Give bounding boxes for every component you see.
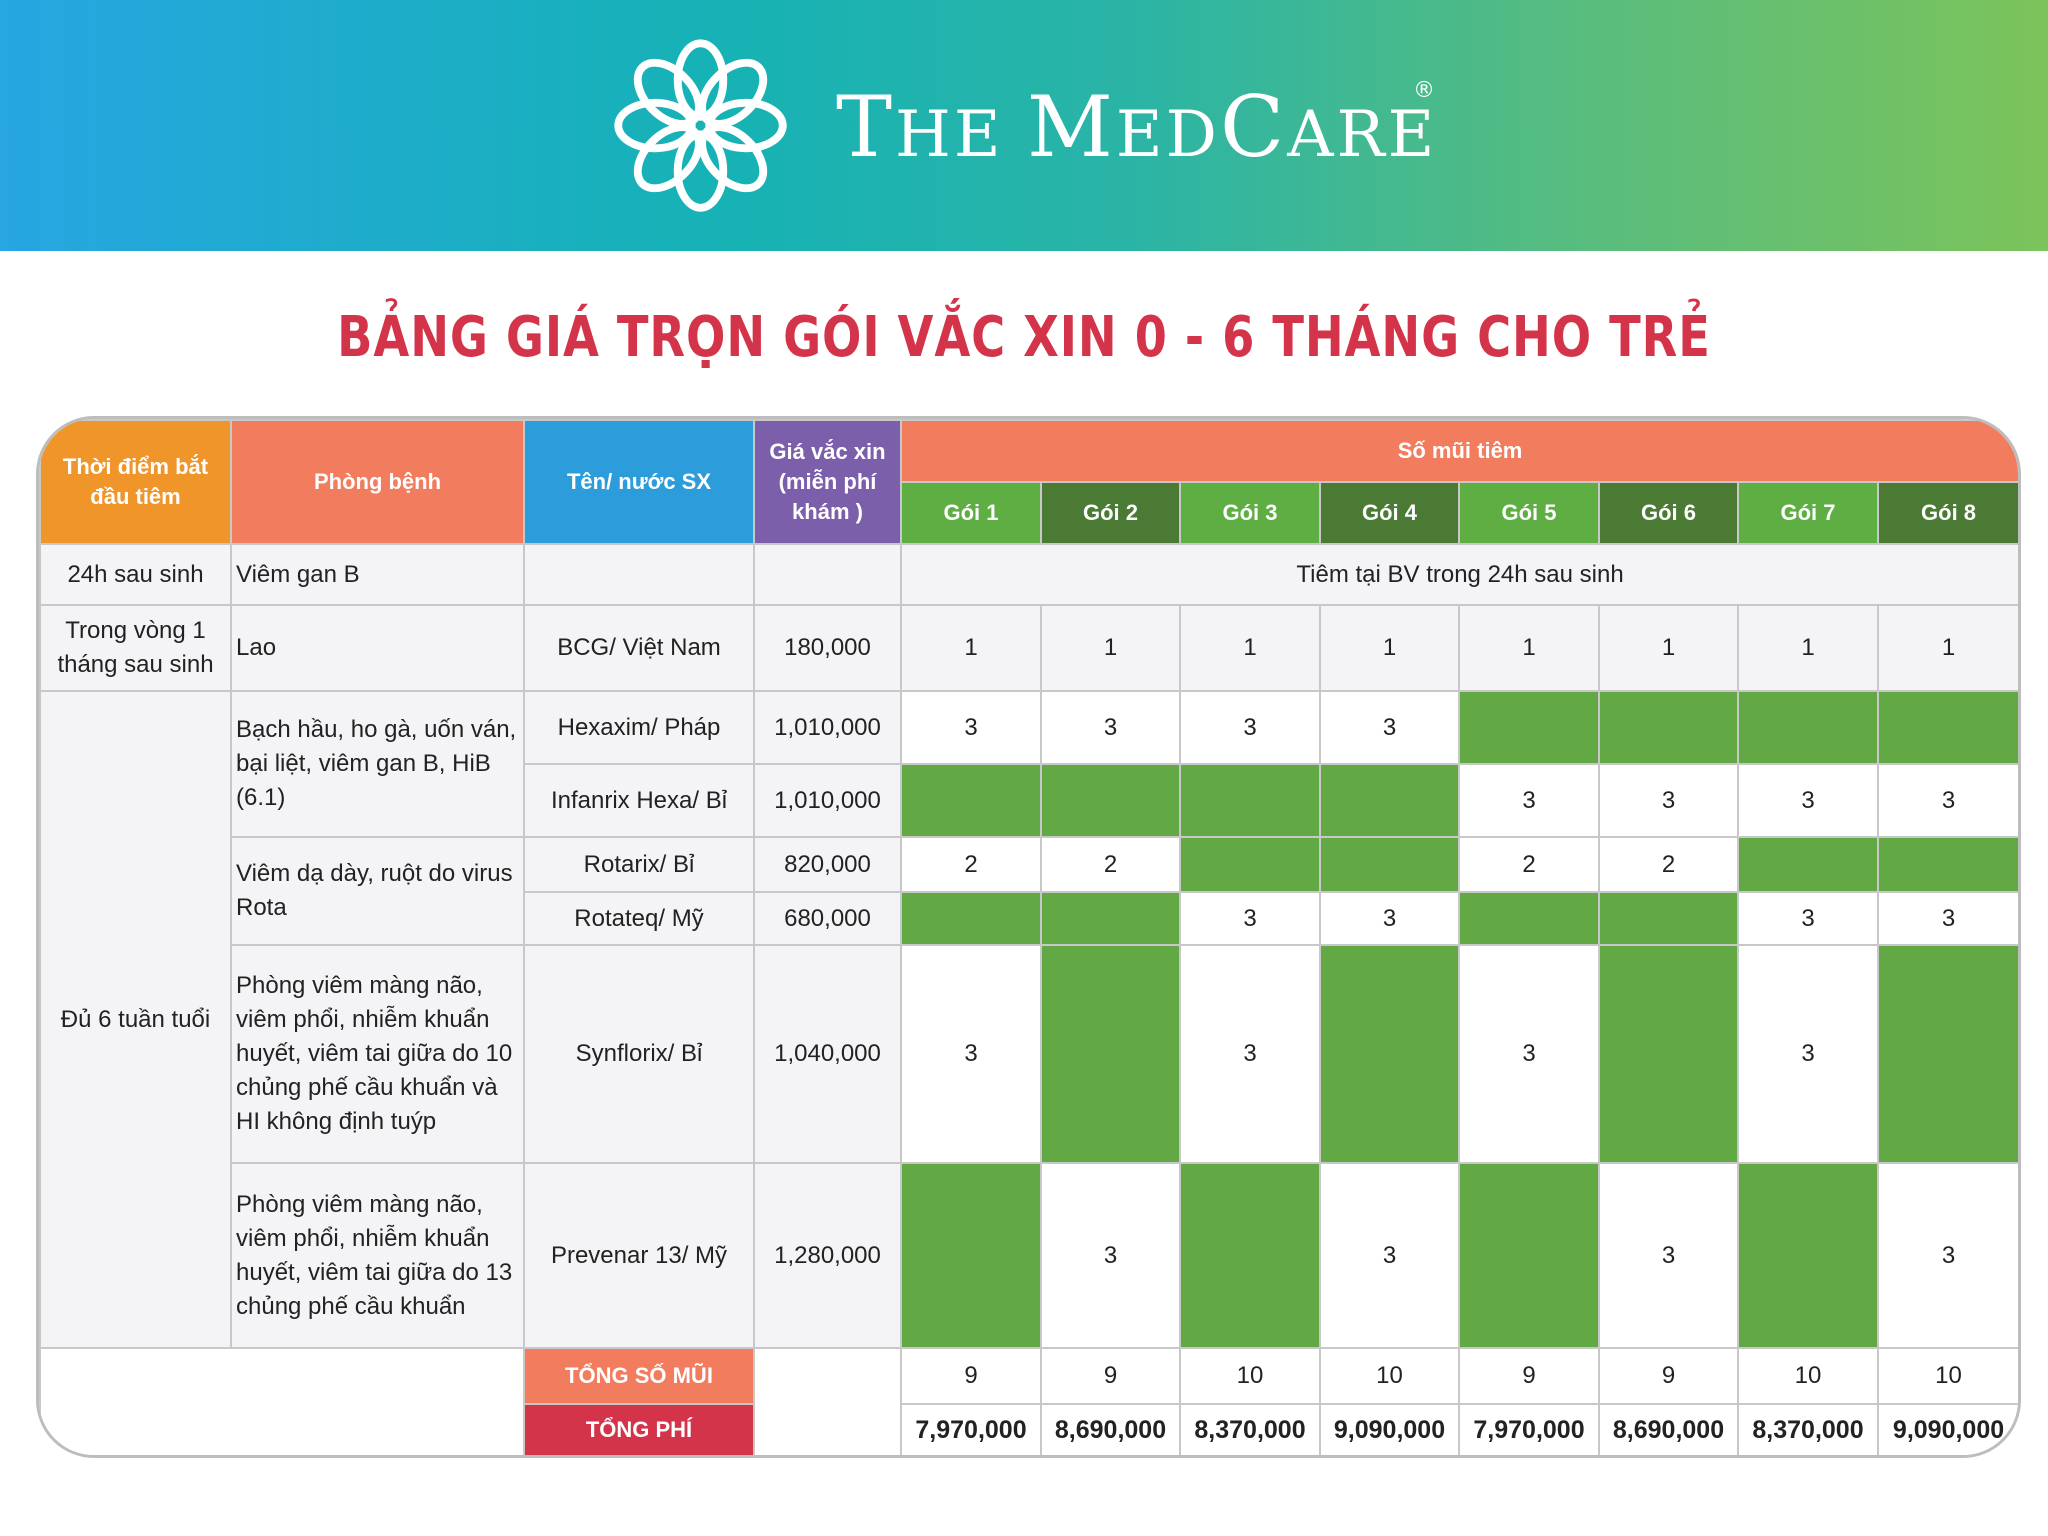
total-fee-cell: 7,970,000 (901, 1404, 1041, 1456)
dose-cell: 1 (1180, 605, 1320, 691)
total-doses-label: TỔNG SỐ MŨI (524, 1348, 754, 1404)
dose-cell (1459, 892, 1599, 945)
dose-cell (1180, 764, 1320, 837)
dose-cell (1180, 1163, 1320, 1348)
disease-cell: Viêm gan B (231, 544, 524, 605)
dose-cell: 3 (1041, 1163, 1180, 1348)
dose-cell (1878, 691, 2019, 764)
dose-cell: 3 (1878, 764, 2019, 837)
dose-cell: 3 (1459, 945, 1599, 1163)
dose-cell: 2 (1041, 837, 1180, 892)
time-cell: 24h sau sinh (40, 544, 231, 605)
disease-cell: Phòng viêm màng não, viêm phổi, nhiễm khuẩn huyết, viêm tai giữa do 10 chủng phế cầu khuẩn và HI không định tuýp (231, 945, 524, 1163)
hepb-note: Tiêm tại BV trong 24h sau sinh (901, 544, 2019, 605)
totals-price-spacer (754, 1348, 901, 1456)
total-doses-cell: 9 (1599, 1348, 1738, 1404)
name-cell: Rotateq/ Mỹ (524, 892, 754, 945)
price-cell: 1,010,000 (754, 691, 901, 764)
registered-mark: ® (1413, 78, 1435, 103)
total-fee-cell: 8,690,000 (1599, 1404, 1738, 1456)
dose-cell (1738, 1163, 1878, 1348)
package-header: Gói 6 (1599, 482, 1738, 544)
total-fee-cell: 8,370,000 (1180, 1404, 1320, 1456)
dose-cell (1738, 837, 1878, 892)
dose-cell (1878, 945, 2019, 1163)
package-header: Gói 3 (1180, 482, 1320, 544)
total-doses-cell: 10 (1320, 1348, 1459, 1404)
dose-cell (1878, 837, 2019, 892)
time-cell: Trong vòng 1 tháng sau sinh (40, 605, 231, 691)
row-hexaxim (40, 691, 2019, 764)
dose-cell: 3 (1738, 945, 1878, 1163)
header-disease: Phòng bệnh (231, 420, 524, 544)
dose-cell: 3 (1599, 764, 1738, 837)
dose-cell (1041, 764, 1180, 837)
package-header: Gói 4 (1320, 482, 1459, 544)
package-header: Gói 1 (901, 482, 1041, 544)
price-cell: 820,000 (754, 837, 901, 892)
page-title: BẢNG GIÁ TRỌN GÓI VẮC XIN 0 - 6 THÁNG CHO TRẺ (337, 305, 1711, 370)
dose-cell (1459, 691, 1599, 764)
dose-cell (901, 1163, 1041, 1348)
dose-cell: 2 (1459, 837, 1599, 892)
dose-cell (1599, 691, 1738, 764)
total-fee-cell: 7,970,000 (1459, 1404, 1599, 1456)
dose-cell: 3 (901, 945, 1041, 1163)
totals-spacer (40, 1348, 524, 1456)
dose-cell: 3 (1599, 1163, 1738, 1348)
row-rotarix (40, 837, 2019, 892)
vaccine-price-table (39, 419, 2020, 1457)
total-doses-cell: 9 (1041, 1348, 1180, 1404)
package-header: Gói 8 (1878, 482, 2019, 544)
name-cell: Prevenar 13/ Mỹ (524, 1163, 754, 1348)
name-cell: Rotarix/ Bỉ (524, 837, 754, 892)
name-cell: Hexaxim/ Pháp (524, 691, 754, 764)
name-cell: BCG/ Việt Nam (524, 605, 754, 691)
dose-cell: 3 (1459, 764, 1599, 837)
brand-name: THE MEDCARE (836, 78, 1438, 176)
header-time: Thời điểm bắt đầu tiêm (40, 420, 231, 544)
dose-cell: 3 (1180, 892, 1320, 945)
total-doses-cell: 10 (1878, 1348, 2019, 1404)
dose-cell: 2 (1599, 837, 1738, 892)
disease-cell: Lao (231, 605, 524, 691)
medcare-flower-logo (613, 38, 788, 213)
dose-cell (1599, 892, 1738, 945)
dose-cell: 3 (1878, 892, 2019, 945)
price-cell: 1,040,000 (754, 945, 901, 1163)
row-prevenar (40, 1163, 2019, 1348)
dose-cell: 3 (1320, 691, 1459, 764)
price-table-frame (36, 416, 2021, 1458)
disease-cell: Viêm dạ dày, ruột do virus Rota (231, 837, 524, 945)
total-doses-cell: 9 (901, 1348, 1041, 1404)
dose-cell (901, 892, 1041, 945)
dose-cell: 1 (1320, 605, 1459, 691)
dose-cell: 3 (1878, 1163, 2019, 1348)
header-name: Tên/ nước SX (524, 420, 754, 544)
name-cell: Infanrix Hexa/ Bỉ (524, 764, 754, 837)
total-doses-cell: 9 (1459, 1348, 1599, 1404)
dose-cell (1180, 837, 1320, 892)
header-price: Giá vắc xin (miễn phí khám ) (754, 420, 901, 544)
dose-cell (1738, 691, 1878, 764)
total-fee-label: TỔNG PHÍ (524, 1404, 754, 1456)
price-cell: 1,280,000 (754, 1163, 901, 1348)
dose-cell: 3 (1320, 1163, 1459, 1348)
row-bcg (40, 605, 2019, 691)
brand-header (0, 0, 2048, 251)
disease-cell: Bạch hầu, ho gà, uốn ván, bại liệt, viêm gan B, HiB (6.1) (231, 691, 524, 837)
dose-cell: 3 (1180, 691, 1320, 764)
total-doses-cell: 10 (1738, 1348, 1878, 1404)
dose-cell: 3 (1180, 945, 1320, 1163)
total-fee-cell: 9,090,000 (1320, 1404, 1459, 1456)
dose-cell: 1 (1599, 605, 1738, 691)
dose-cell: 1 (1878, 605, 2019, 691)
time-cell: Đủ 6 tuần tuổi (40, 691, 231, 1348)
package-header: Gói 5 (1459, 482, 1599, 544)
name-cell: Synflorix/ Bỉ (524, 945, 754, 1163)
dose-cell: 1 (1041, 605, 1180, 691)
price-cell: 680,000 (754, 892, 901, 945)
name-cell (524, 544, 754, 605)
dose-cell (1320, 837, 1459, 892)
dose-cell (1599, 945, 1738, 1163)
header-doses: Số mũi tiêm (901, 420, 2019, 482)
dose-cell: 1 (901, 605, 1041, 691)
dose-cell (901, 764, 1041, 837)
dose-cell (1320, 945, 1459, 1163)
price-cell: 180,000 (754, 605, 901, 691)
price-cell (754, 544, 901, 605)
dose-cell (1041, 945, 1180, 1163)
total-fee-cell: 8,370,000 (1738, 1404, 1878, 1456)
dose-cell: 3 (1738, 892, 1878, 945)
dose-cell: 3 (1041, 691, 1180, 764)
dose-cell (1459, 1163, 1599, 1348)
price-cell: 1,010,000 (754, 764, 901, 837)
package-header: Gói 7 (1738, 482, 1878, 544)
dose-cell: 3 (901, 691, 1041, 764)
total-doses-cell: 10 (1180, 1348, 1320, 1404)
dose-cell: 1 (1738, 605, 1878, 691)
total-fee-cell: 9,090,000 (1878, 1404, 2019, 1456)
row-hepb (40, 544, 2019, 605)
row-synflorix (40, 945, 2019, 1163)
dose-cell (1320, 764, 1459, 837)
row-total-doses (40, 1348, 2019, 1404)
dose-cell (1041, 892, 1180, 945)
dose-cell: 3 (1738, 764, 1878, 837)
dose-cell: 3 (1320, 892, 1459, 945)
dose-cell: 2 (901, 837, 1041, 892)
package-header: Gói 2 (1041, 482, 1180, 544)
total-fee-cell: 8,690,000 (1041, 1404, 1180, 1456)
dose-cell: 1 (1459, 605, 1599, 691)
disease-cell: Phòng viêm màng não, viêm phổi, nhiễm khuẩn huyết, viêm tai giữa do 13 chủng phế cầu khuẩn (231, 1163, 524, 1348)
